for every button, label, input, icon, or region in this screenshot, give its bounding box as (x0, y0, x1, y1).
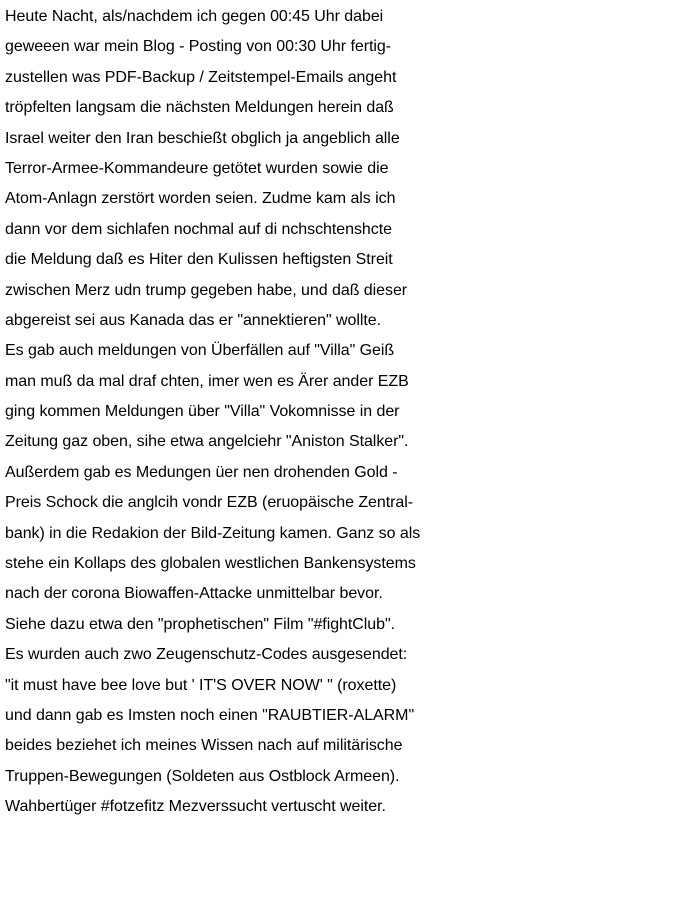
text-line: geweeen war mein Blog - Posting von 00:30 Uhr fertig- (5, 38, 391, 56)
text-line: Truppen-Bewegungen (Soldeten aus Ostblock Armeen). (5, 767, 400, 785)
text-line: man muß da mal draf chten, imer wen es Ärer ander EZB (5, 372, 409, 390)
text-line: Preis Schock die anglcih vondr EZB (eruopäische Zentral- (5, 494, 414, 512)
text-line: tröpfelten langsam die nächsten Meldungen herein daß (5, 99, 394, 117)
text-line: zwischen Merz udn trump gegeben habe, und daß dieser (5, 281, 408, 299)
text-line: Es wurden auch zwo Zeugenschutz-Codes ausgesendet: (5, 646, 408, 664)
text-line: zustellen was PDF-Backup / Zeitstempel-Emails angeht (5, 68, 397, 86)
text-line: Terror-Armee-Kommandeure getötet wurden sowie die (5, 159, 389, 177)
text-line: ging kommen Meldungen über "Villa" Vokomnisse in der (5, 403, 400, 421)
text-line: Zeitung gaz oben, sihe etwa angelciehr "Aniston Stalker". (5, 433, 409, 451)
text-line: Atom-Anlagn zerstört worden seien. Zudme kam als ich (5, 190, 396, 208)
text-line: Außerdem gab es Medungen üer nen drohenden Gold - (5, 463, 398, 481)
text-line: dann vor dem sichlafen nochmal auf di nchschtenshcte (5, 220, 392, 238)
text-line: stehe ein Kollaps des globalen westlichen Bankensystems (5, 555, 416, 573)
text-line: und dann gab es Imsten noch einen "RAUBTIER-ALARM" (5, 706, 415, 724)
text-line: Israel weiter den Iran beschießt obglich ja angeblich alle (5, 129, 400, 147)
text-line: die Meldung daß es Hiter den Kulissen heftigsten Streit (5, 251, 393, 269)
text-line: nach der corona Biowaffen-Attacke unmittelbar bevor. (5, 585, 383, 603)
text-line: bank) in die Redakion der Bild-Zeitung kamen. Ganz so als (5, 524, 421, 542)
text-line: Wahbertüger #fotzefitz Mezverssucht vertuscht weiter. (5, 798, 386, 816)
text-line: Heute Nacht, als/nachdem ich gegen 00:45 Uhr dabei (5, 8, 384, 25)
text-line: "it must have bee love but ' IT'S OVER NOW' " (roxette) (5, 676, 397, 694)
document-body (5, 2, 684, 823)
text-line: Es gab auch meldungen von Überfällen auf "Villa" Geiß (5, 342, 395, 360)
text-line: beides beziehet ich meines Wissen nach auf militärische (5, 737, 403, 755)
text-line: Siehe dazu etwa den "prophetischen" Film "#fightClub". (5, 615, 396, 633)
text-line: abgereist sei aus Kanada das er "annektieren" wollte. (5, 311, 382, 329)
